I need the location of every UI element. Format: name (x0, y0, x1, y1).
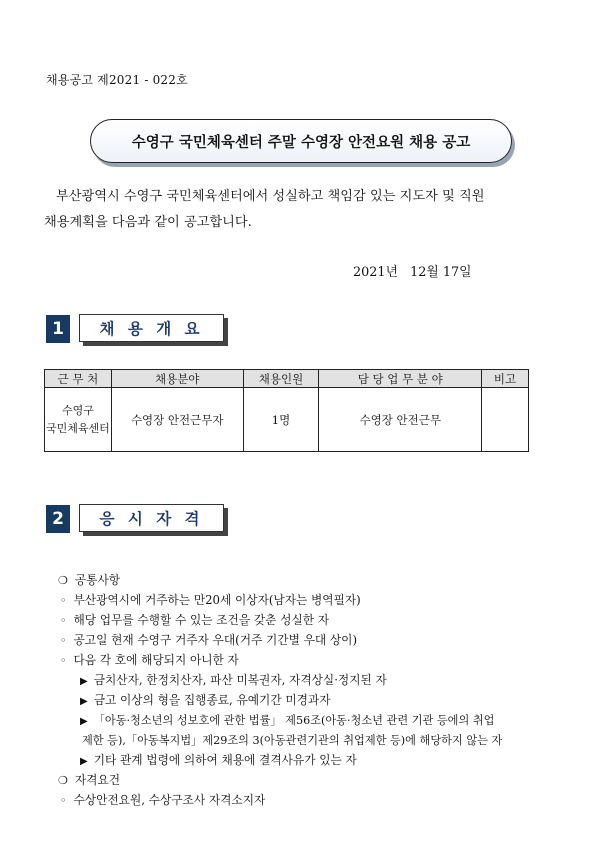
disqualifier-5: 기타 관계 법령에 의하여 채용에 결격사유가 있는 자 (93, 753, 357, 767)
triangle-bullet-icon: ▶ (80, 716, 88, 727)
cell-remarks (482, 388, 529, 452)
notice-date: 2021년 12월 17일 (353, 265, 472, 280)
dot-bullet-icon: ◦ (60, 654, 67, 667)
section-2-heading: 응 시 자 격 (79, 504, 224, 532)
header-remarks: 비고 (482, 370, 529, 388)
list-item (60, 592, 361, 608)
circle-bullet-icon: ❍ (58, 574, 68, 587)
intro-paragraph (44, 184, 560, 236)
dot-bullet-icon: ◦ (60, 634, 67, 647)
header-field: 채용분야 (111, 370, 243, 388)
disqualifier-3: 「아동·청소년의 성보호에 관한 법률」 제56조(아동·청소년 관련 기관 등에의 취업 (93, 714, 495, 727)
common-item-3: 공고일 현재 수영구 거주자 우대(거주 기간별 우대 상이) (73, 633, 358, 647)
cell-headcount: 1명 (243, 388, 319, 452)
cell-workplace-line-1: 수영구 (61, 403, 94, 417)
header-workplace: 근 무 처 (45, 370, 112, 388)
triangle-bullet-icon: ▶ (80, 696, 88, 707)
common-item-4: 다음 각 호에 해당되지 아니한 자 (73, 653, 239, 667)
list-item (60, 612, 329, 628)
disqualifier-1: 금치산자, 한정치산자, 파산 미복권자, 자격상실·정지된 자 (93, 673, 387, 687)
list-item (80, 672, 387, 688)
license-title: 자격요건 (74, 773, 121, 787)
list-item (60, 652, 239, 668)
list-item (60, 632, 357, 648)
section-2-number: 2 (46, 505, 70, 533)
license-item-1: 수상안전요원, 수상구조사 자격소지자 (73, 793, 266, 807)
list-item (60, 792, 265, 808)
section-1-heading: 채 용 개 요 (79, 314, 224, 342)
triangle-bullet-icon: ▶ (80, 676, 88, 687)
section-1-number: 1 (46, 315, 70, 343)
header-duty: 담 당 업 무 분 야 (319, 370, 482, 388)
table-row (45, 388, 529, 452)
recruitment-overview-table (44, 369, 529, 452)
cell-field: 수영장 안전근무자 (111, 388, 243, 452)
list-item (80, 692, 331, 708)
cell-workplace-line-2: 국민체육센터 (46, 421, 110, 435)
page-title: 수영구 국민체육센터 주말 수영장 안전요원 채용 공고 (131, 134, 471, 151)
intro-line-2: 채용계획을 다음과 같이 공고합니다. (44, 215, 252, 230)
title-banner (90, 119, 512, 163)
dot-bullet-icon: ◦ (60, 794, 67, 807)
notice-number: 채용공고 제2021 - 022호 (46, 73, 188, 87)
license-heading (58, 772, 120, 788)
dot-bullet-icon: ◦ (60, 614, 67, 627)
common-item-2: 해당 업무를 수행할 수 있는 조건을 갖춘 성실한 자 (73, 613, 330, 627)
intro-line-1: 부산광역시 수영구 국민체육센터에서 성실하고 책임감 있는 지도자 및 직원 (56, 189, 485, 204)
triangle-bullet-icon: ▶ (80, 756, 88, 767)
disqualifier-2: 금고 이상의 형을 집행종료, 유예기간 미경과자 (93, 693, 331, 707)
header-headcount: 채용인원 (243, 370, 319, 388)
common-item-1: 부산광역시에 거주하는 만20세 이상자(남자는 병역필자) (73, 593, 361, 607)
common-title: 공통사항 (74, 573, 121, 587)
circle-bullet-icon: ❍ (58, 774, 68, 787)
list-item-continuation: 제한 등),「아동복지법」제29조의 3(아동관련기관의 취업제한 등)에 해당하지 않는 자 (82, 734, 503, 747)
dot-bullet-icon: ◦ (60, 594, 67, 607)
table-header-row (45, 370, 529, 388)
list-item (80, 752, 357, 768)
common-heading (58, 572, 120, 588)
cell-workplace (45, 388, 112, 452)
list-item (80, 712, 494, 728)
cell-duty: 수영장 안전근무 (319, 388, 482, 452)
